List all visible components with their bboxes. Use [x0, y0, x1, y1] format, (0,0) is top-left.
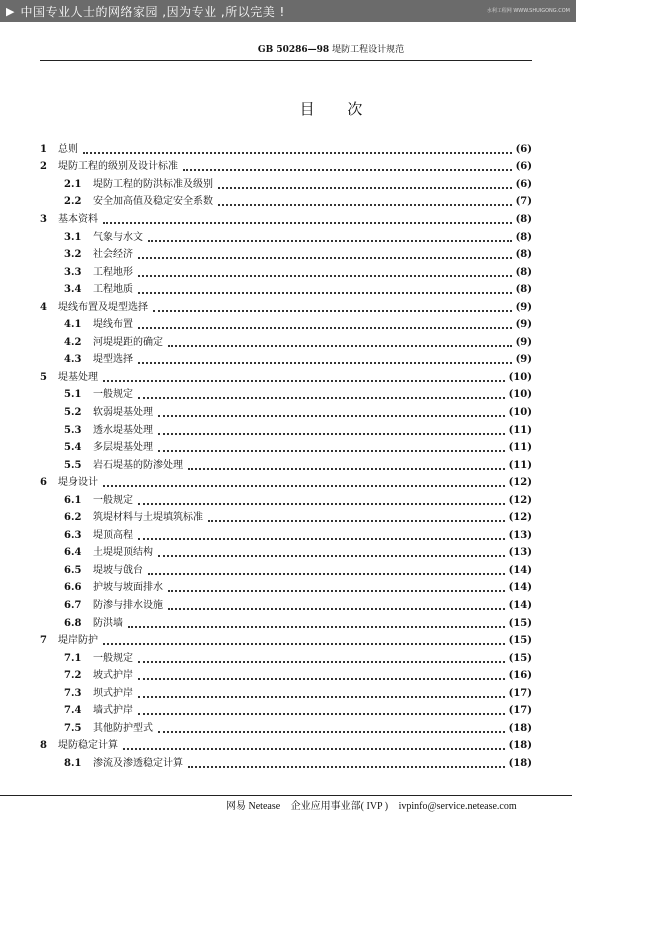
toc-entry — [40, 738, 532, 756]
toc-entry-number: 8.1 — [64, 757, 82, 769]
toc-entry-label: 总则 — [58, 143, 78, 155]
toc-entry-page: (8) — [515, 231, 532, 243]
toc-entry — [40, 422, 532, 440]
toc-entry — [40, 545, 532, 563]
toc-entry-page: (12) — [508, 494, 532, 506]
toc-entry-label: 一般规定 — [93, 652, 133, 664]
toc-entry-page: (15) — [508, 635, 532, 647]
toc-entry-page: (8) — [515, 213, 532, 225]
footer-dept: 企业应用事业部( IVP ) — [290, 801, 389, 812]
toc-entry-page: (9) — [515, 301, 532, 313]
toc-entry-page: (17) — [508, 705, 532, 717]
toc-entry — [40, 703, 532, 721]
toc-entry-label: 防洪墙 — [93, 617, 123, 629]
dot-leader — [188, 468, 505, 470]
toc-entry-number: 7.5 — [64, 722, 82, 734]
toc-entry-number: 5 — [40, 371, 47, 383]
dot-leader — [138, 538, 505, 540]
toc-entry-page: (10) — [508, 389, 532, 401]
dot-leader — [138, 257, 512, 259]
toc-entry-label: 工程地形 — [93, 266, 133, 278]
toc-entry-page: (6) — [515, 161, 532, 173]
toc-entry-page: (9) — [515, 354, 532, 366]
toc-entry-page: (18) — [508, 757, 532, 769]
toc-entry-label: 堤线布置 — [93, 319, 133, 331]
toc-entry — [40, 264, 532, 282]
toc-entry-page: (14) — [508, 599, 532, 611]
toc-entry-page: (6) — [515, 143, 532, 155]
toc-entry — [40, 527, 532, 545]
toc-entry-label: 筑堤材料与土堤填筑标准 — [93, 512, 203, 524]
dot-leader — [208, 520, 505, 522]
toc-entry-number: 6.2 — [64, 512, 82, 524]
dot-leader — [218, 204, 512, 206]
toc-entry-page: (10) — [508, 406, 532, 418]
toc-entry-number: 4.2 — [64, 336, 82, 348]
standard-code: GB 50286—98 — [257, 45, 330, 55]
toc-entry — [40, 194, 532, 212]
toc-entry-number: 4.1 — [64, 319, 82, 331]
dot-leader — [168, 590, 505, 592]
dot-leader — [103, 222, 512, 224]
dot-leader — [103, 643, 505, 645]
toc-entry-page: (13) — [508, 547, 532, 559]
toc-entry-label: 基本资料 — [58, 213, 98, 225]
toc-entry — [40, 369, 532, 387]
toc-entry-number: 5.3 — [64, 424, 82, 436]
toc-entry-page: (12) — [508, 512, 532, 524]
dot-leader — [138, 397, 505, 399]
dot-leader — [103, 485, 505, 487]
dot-leader — [138, 292, 512, 294]
toc-entry-page: (8) — [515, 266, 532, 278]
dot-leader — [103, 380, 505, 382]
toc-entry-number: 1 — [40, 143, 47, 155]
toc-entry — [40, 246, 532, 264]
toc-entry-number: 2.2 — [64, 196, 82, 208]
toc-entry — [40, 457, 532, 475]
toc-entry — [40, 334, 532, 352]
toc-entry-label: 堤防稳定计算 — [58, 740, 118, 752]
toc-entry-page: (11) — [508, 442, 532, 454]
toc-entry-label: 工程地质 — [93, 284, 133, 296]
dot-leader — [138, 327, 512, 329]
toc-entry-number: 2.1 — [64, 178, 82, 190]
toc-entry-page: (6) — [515, 178, 532, 190]
toc-entry-label: 堤坡与戗台 — [93, 564, 143, 576]
toc-entry-label: 堤防工程的防洪标准及级别 — [93, 178, 213, 190]
footer-email: ivpinfo@service.netease.com — [398, 801, 517, 812]
dot-leader — [168, 345, 512, 347]
toc-entry-page: (9) — [515, 336, 532, 348]
toc-entry — [40, 615, 532, 633]
dot-leader — [138, 678, 505, 680]
toc-entry-number: 6.7 — [64, 599, 82, 611]
dot-leader — [158, 731, 505, 733]
toc-entry-label: 坡式护岸 — [93, 670, 133, 682]
banner-site-mark: 水利工程网 WWW.SHUIGONG.COM — [486, 8, 570, 14]
toc-entry-label: 堤基处理 — [58, 371, 98, 383]
toc-entry — [40, 229, 532, 247]
toc-entry — [40, 176, 532, 194]
table-of-contents — [40, 141, 532, 773]
footer-divider — [0, 795, 572, 796]
toc-entry — [40, 211, 532, 229]
toc-entry-label: 其他防护型式 — [93, 722, 153, 734]
toc-entry-label: 一般规定 — [93, 494, 133, 506]
toc-entry-page: (13) — [508, 529, 532, 541]
document-header — [0, 42, 662, 55]
toc-entry-page: (14) — [508, 564, 532, 576]
toc-entry-page: (10) — [508, 371, 532, 383]
toc-entry-page: (18) — [508, 722, 532, 734]
toc-entry — [40, 632, 532, 650]
toc-entry-label: 气象与水文 — [93, 231, 143, 243]
toc-entry — [40, 597, 532, 615]
toc-entry — [40, 281, 532, 299]
dot-leader — [158, 555, 505, 557]
toc-entry-page: (11) — [508, 424, 532, 436]
toc-entry-number: 3.3 — [64, 266, 82, 278]
toc-entry-number: 3.1 — [64, 231, 82, 243]
toc-entry — [40, 316, 532, 334]
toc-entry-number: 7 — [40, 635, 47, 647]
dot-leader — [138, 503, 505, 505]
toc-entry-number: 3.2 — [64, 249, 82, 261]
toc-entry-label: 社会经济 — [93, 249, 133, 261]
toc-entry-label: 堤岸防护 — [58, 635, 98, 647]
toc-entry-label: 土堤堤顶结构 — [93, 547, 153, 559]
toc-entry-number: 8 — [40, 740, 47, 752]
toc-entry — [40, 562, 532, 580]
toc-entry — [40, 439, 532, 457]
toc-entry-number: 5.1 — [64, 389, 82, 401]
toc-entry-page: (18) — [508, 740, 532, 752]
toc-entry — [40, 299, 532, 317]
dot-leader — [123, 748, 505, 750]
toc-entry — [40, 720, 532, 738]
toc-entry — [40, 580, 532, 598]
dot-leader — [168, 608, 505, 610]
toc-entry-label: 堤身设计 — [58, 477, 98, 489]
dot-leader — [158, 415, 505, 417]
toc-entry-number: 7.3 — [64, 687, 82, 699]
toc-entry-number: 6.1 — [64, 494, 82, 506]
dot-leader — [138, 661, 505, 663]
toc-entry-page: (14) — [508, 582, 532, 594]
toc-entry-number: 4 — [40, 301, 47, 313]
toc-entry-label: 防渗与排水设施 — [93, 599, 163, 611]
toc-entry — [40, 650, 532, 668]
toc-entry-label: 透水堤基处理 — [93, 424, 153, 436]
toc-entry-number: 5.5 — [64, 459, 82, 471]
dot-leader — [158, 433, 505, 435]
toc-entry-label: 坝式护岸 — [93, 687, 133, 699]
toc-entry-page: (15) — [508, 652, 532, 664]
top-banner — [0, 0, 576, 22]
dot-leader — [153, 310, 512, 312]
toc-entry-number: 6 — [40, 477, 47, 489]
toc-entry-number: 6.6 — [64, 582, 82, 594]
toc-entry-label: 渗流及渗透稳定计算 — [93, 757, 183, 769]
toc-entry — [40, 667, 532, 685]
dot-leader — [218, 187, 512, 189]
dot-leader — [148, 573, 505, 575]
dot-leader — [183, 169, 512, 171]
toc-entry-page: (17) — [508, 687, 532, 699]
toc-entry-label: 软弱堤基处理 — [93, 406, 153, 418]
toc-title: 目 次 — [299, 100, 377, 118]
toc-entry-number: 7.1 — [64, 652, 82, 664]
toc-entry-page: (8) — [515, 284, 532, 296]
toc-entry — [40, 474, 532, 492]
toc-entry — [40, 387, 532, 405]
toc-entry — [40, 755, 532, 773]
toc-entry — [40, 509, 532, 527]
play-arrow-icon: ▶ — [6, 4, 15, 18]
dot-leader — [138, 713, 505, 715]
toc-entry-label: 岩石堤基的防渗处理 — [93, 459, 183, 471]
toc-entry — [40, 685, 532, 703]
toc-entry-label: 堤顶高程 — [93, 529, 133, 541]
toc-entry-label: 多层堤基处理 — [93, 442, 153, 454]
toc-entry-label: 安全加高值及稳定安全系数 — [93, 196, 213, 208]
toc-entry-number: 5.4 — [64, 442, 82, 454]
dot-leader — [138, 696, 505, 698]
toc-entry-label: 墙式护岸 — [93, 705, 133, 717]
toc-entry-label: 堤线布置及堤型选择 — [58, 301, 148, 313]
toc-entry-label: 护坡与坡面排水 — [93, 582, 163, 594]
toc-entry-number: 5.2 — [64, 406, 82, 418]
dot-leader — [128, 626, 505, 628]
dot-leader — [188, 766, 505, 768]
toc-entry-label: 一般规定 — [93, 389, 133, 401]
banner-slogan: 中国专业人士的网络家园 ,因为专业 ,所以完美 ! — [20, 4, 285, 19]
toc-entry-page: (9) — [515, 319, 532, 331]
toc-entry-number: 2 — [40, 161, 47, 173]
toc-entry — [40, 404, 532, 422]
toc-entry-page: (16) — [508, 670, 532, 682]
toc-entry-number: 6.5 — [64, 564, 82, 576]
toc-entry-number: 6.8 — [64, 617, 82, 629]
dot-leader — [138, 275, 512, 277]
toc-entry-number: 6.4 — [64, 547, 82, 559]
toc-entry-page: (11) — [508, 459, 532, 471]
toc-entry — [40, 159, 532, 177]
toc-entry-page: (8) — [515, 249, 532, 261]
toc-entry-number: 3 — [40, 213, 47, 225]
footer-org: 网易 Netease — [226, 801, 281, 812]
standard-title: 堤防工程设计规范 — [332, 45, 405, 55]
toc-entry — [40, 352, 532, 370]
toc-entry-label: 堤防工程的级别及设计标准 — [58, 161, 178, 173]
toc-entry-number: 7.2 — [64, 670, 82, 682]
toc-entry-label: 河堤堤距的确定 — [93, 336, 163, 348]
toc-entry-number: 3.4 — [64, 284, 82, 296]
dot-leader — [83, 152, 512, 154]
header-divider — [40, 60, 532, 61]
toc-entry-number: 6.3 — [64, 529, 82, 541]
footer — [226, 797, 525, 812]
toc-entry-page: (15) — [508, 617, 532, 629]
dot-leader — [138, 362, 512, 364]
dot-leader — [158, 450, 505, 452]
toc-entry-page: (7) — [515, 196, 532, 208]
toc-entry-number: 4.3 — [64, 354, 82, 366]
toc-entry — [40, 492, 532, 510]
toc-entry — [40, 141, 532, 159]
toc-entry-page: (12) — [508, 477, 532, 489]
toc-entry-number: 7.4 — [64, 705, 82, 717]
toc-entry-label: 堤型选择 — [93, 354, 133, 366]
dot-leader — [148, 240, 512, 242]
